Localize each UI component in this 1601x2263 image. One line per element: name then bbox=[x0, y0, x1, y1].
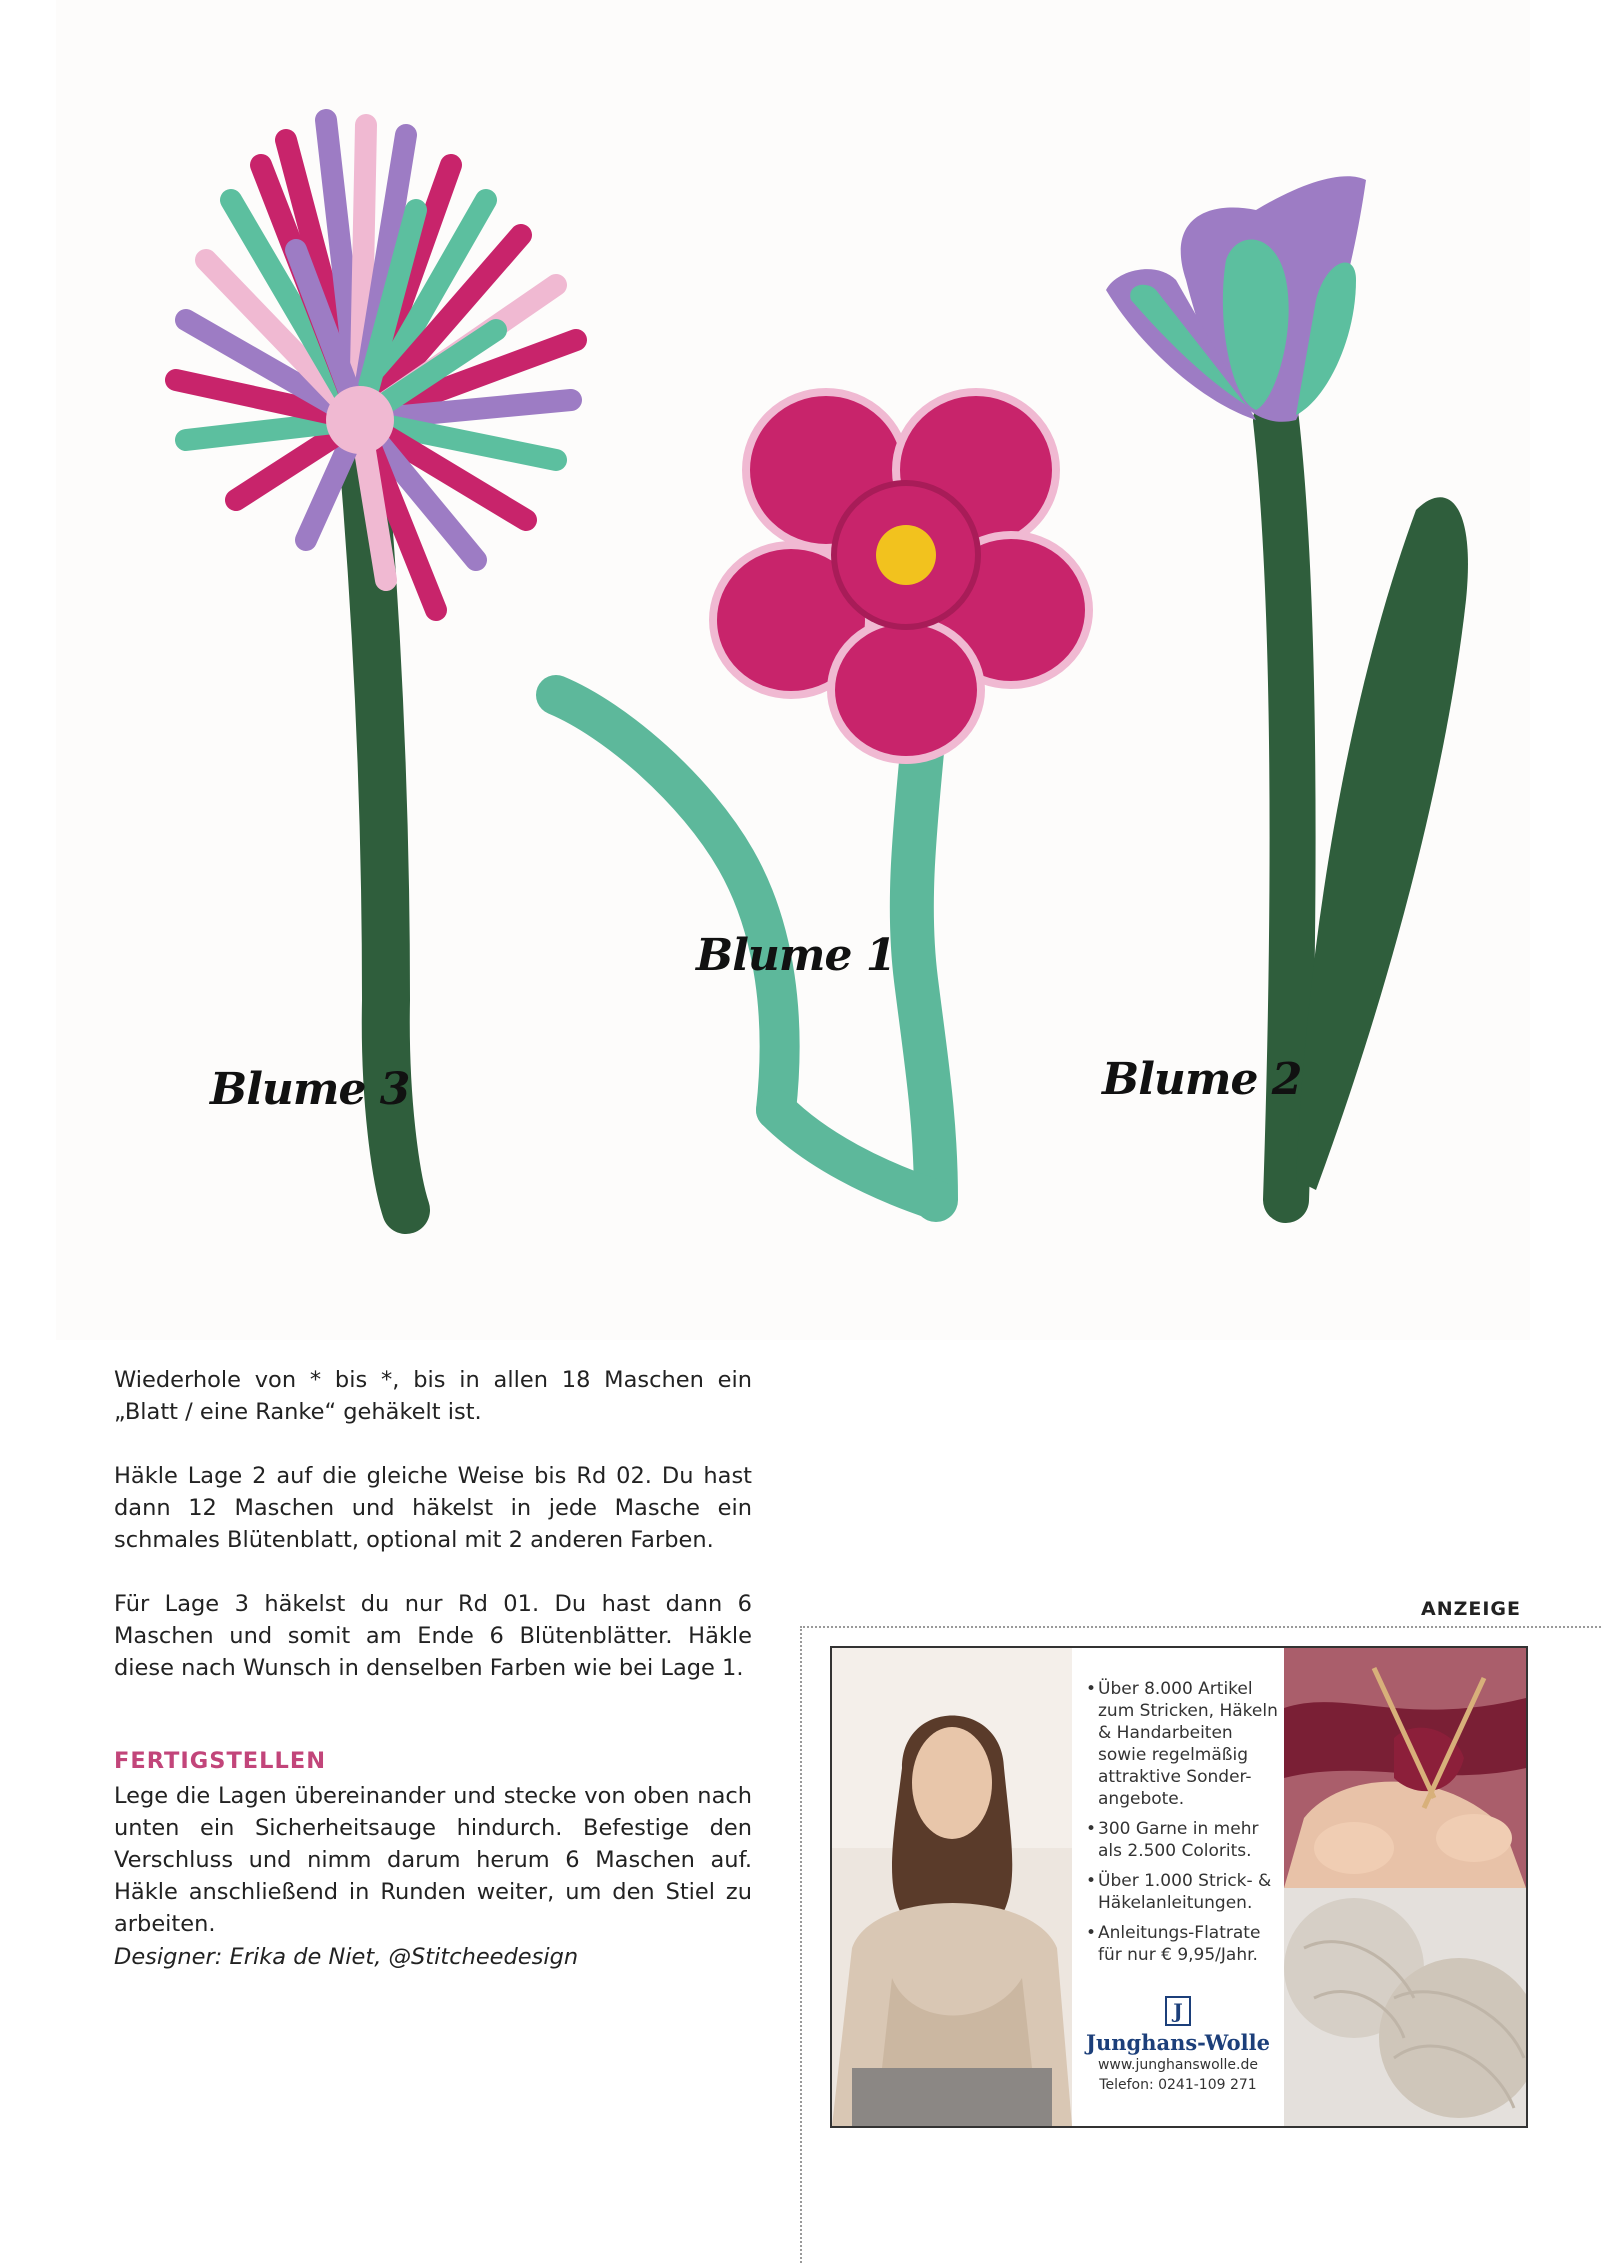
article-paragraph-3: Für Lage 3 häkelst du nur Rd 01. Du hast dann 6 Maschen und somit am Ende 6 Blütenblätter. Häkle diese nach Wunsch in denselben Farben wie bei Lage 1. bbox=[114, 1591, 752, 1681]
flower-3-pompom bbox=[176, 120, 576, 1210]
ad-logo-block[interactable] bbox=[1072, 1996, 1284, 2095]
article-paragraph-4: Lege die Lagen übereinander und stecke von oben nach unten ein Sicherheitsauge hindurch. Befestige den Verschluss und nimm darum herum 6 Maschen auf. Häkle anschließend in Runden weiter, um den Stiel zu arbeiten. bbox=[114, 1783, 752, 1937]
article-paragraph-2: Häkle Lage 2 auf die gleiche Weise bis Rd 02. Du hast dann 12 Maschen und häkelst in jede Masche ein schmales Blütenblatt, optional mit 2 anderen Farben. bbox=[114, 1463, 752, 1553]
ad-feature-item: • Über 1.000 Strick- & Häkelanleitungen. bbox=[1086, 1870, 1284, 1914]
ad-knitting-photo bbox=[1284, 1648, 1526, 1888]
junghans-logo-icon: J bbox=[1165, 1996, 1191, 2026]
ad-website-link[interactable]: www.junghanswolle.de bbox=[1097, 2057, 1258, 2073]
flower-3-label: Blume 3 bbox=[210, 1064, 410, 1115]
flowers-photo bbox=[56, 0, 1530, 1340]
article-paragraph-1: Wiederhole von * bis *, bis in allen 18 Maschen ein „Blatt / eine Ranke“ gehäkelt ist. bbox=[114, 1367, 752, 1425]
ad-woman-photo bbox=[832, 1648, 1072, 2126]
ad-feature-item: • 300 Garne in mehr als 2.500 Colorits. bbox=[1086, 1818, 1284, 1862]
ad-divider-top bbox=[800, 1626, 1601, 1628]
ad-phone: Telefon: 0241-109 271 bbox=[1099, 2077, 1257, 2093]
advertisement[interactable] bbox=[830, 1646, 1528, 2128]
ad-yarn-photo bbox=[1284, 1888, 1526, 2126]
ad-label: ANZEIGE bbox=[1420, 1598, 1521, 1620]
ad-feature-item: • Über 8.000 Artikel zum Stricken, Häkeln & Handarbeiten sowie regelmäßig attraktive Sonder-angebote. bbox=[1086, 1678, 1284, 1810]
section-heading-finishing: FERTIGSTELLEN bbox=[114, 1748, 327, 1774]
ad-divider-left bbox=[800, 1626, 802, 2263]
ad-feature-item: • Anleitungs-Flatrate für nur € 9,95/Jahr. bbox=[1086, 1922, 1284, 1966]
designer-credit: Designer: Erika de Niet, @Stitcheedesign bbox=[114, 1944, 579, 1970]
flower-1-label: Blume 1 bbox=[696, 930, 896, 981]
ad-text-column bbox=[1072, 1648, 1284, 2126]
flower-2-label: Blume 2 bbox=[1102, 1054, 1302, 1105]
flower-1-magenta bbox=[556, 392, 1089, 1200]
ad-feature-list bbox=[1072, 1648, 1284, 1966]
ad-brand-name: Junghans-Wolle bbox=[1086, 2030, 1270, 2055]
crochet-flowers-illustration bbox=[56, 0, 1530, 1340]
flower-2-tulip bbox=[1106, 176, 1468, 1200]
